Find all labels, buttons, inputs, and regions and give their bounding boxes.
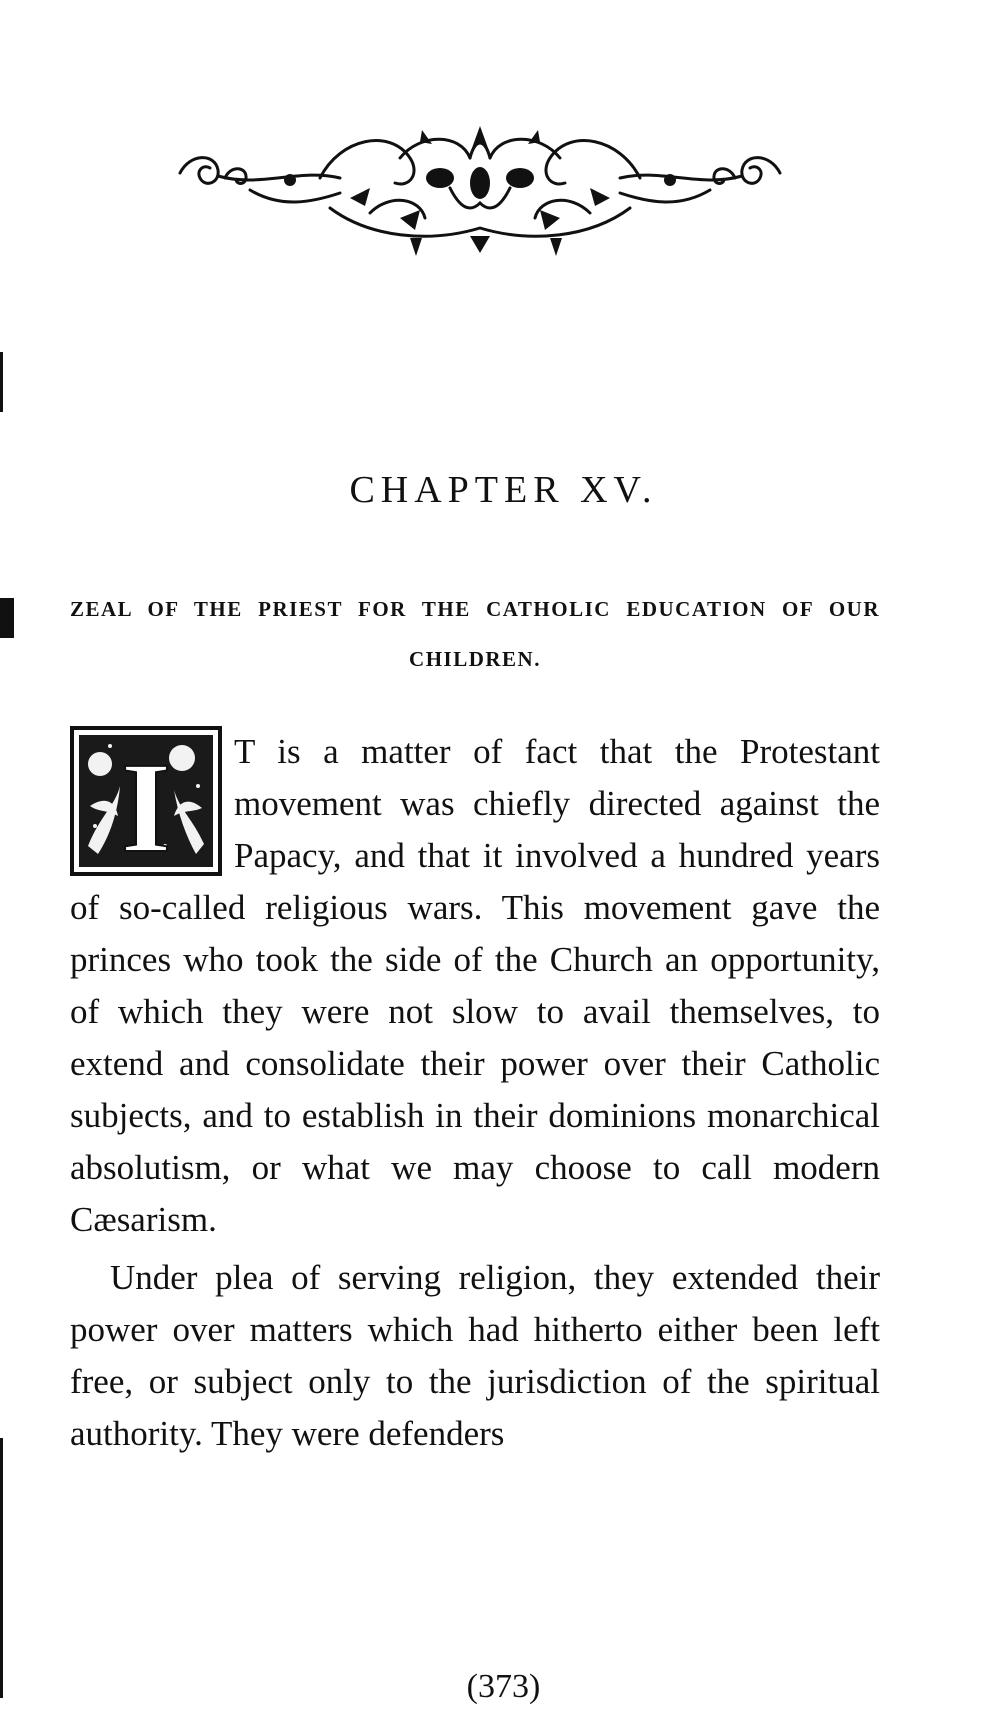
page-edge-mark: [0, 1438, 3, 1698]
chapter-subtitle: ZEAL OF THE PRIEST FOR THE CATHOLIC EDUCATION OF OUR CHILDREN.: [70, 597, 880, 671]
paragraph: Under plea of serving religion, they extended their power over matters which had hitherto either been left free, or subject only to the jurisdiction of the spiritual authority. They were defenders: [70, 1258, 880, 1453]
dropcap-letter: I: [120, 736, 172, 876]
floral-headpiece-icon: [170, 118, 790, 258]
page-number: (373): [466, 1668, 541, 1705]
page-edge-mark: [0, 352, 3, 412]
page-edge-mark: [0, 598, 14, 638]
chapter-title: CHAPTER XV.: [349, 469, 658, 511]
chapter-body: [70, 726, 880, 1460]
decorated-initial-icon: [70, 726, 222, 876]
paragraph-text: T is a matter of fact that the Protestant movement was chiefly directed against the Papacy, and that it involved a hundred years of so-called religious wars. This movement gave the princes who took the side of the Church an opportunity, of which they were not slow to avail themselves, to extend and consolidate their power over their Catholic subjects, and to establish in their dominions monarchical absolutism, or what we may choose to call modern Cæsarism.: [70, 732, 880, 1239]
paragraph: [70, 726, 880, 1246]
